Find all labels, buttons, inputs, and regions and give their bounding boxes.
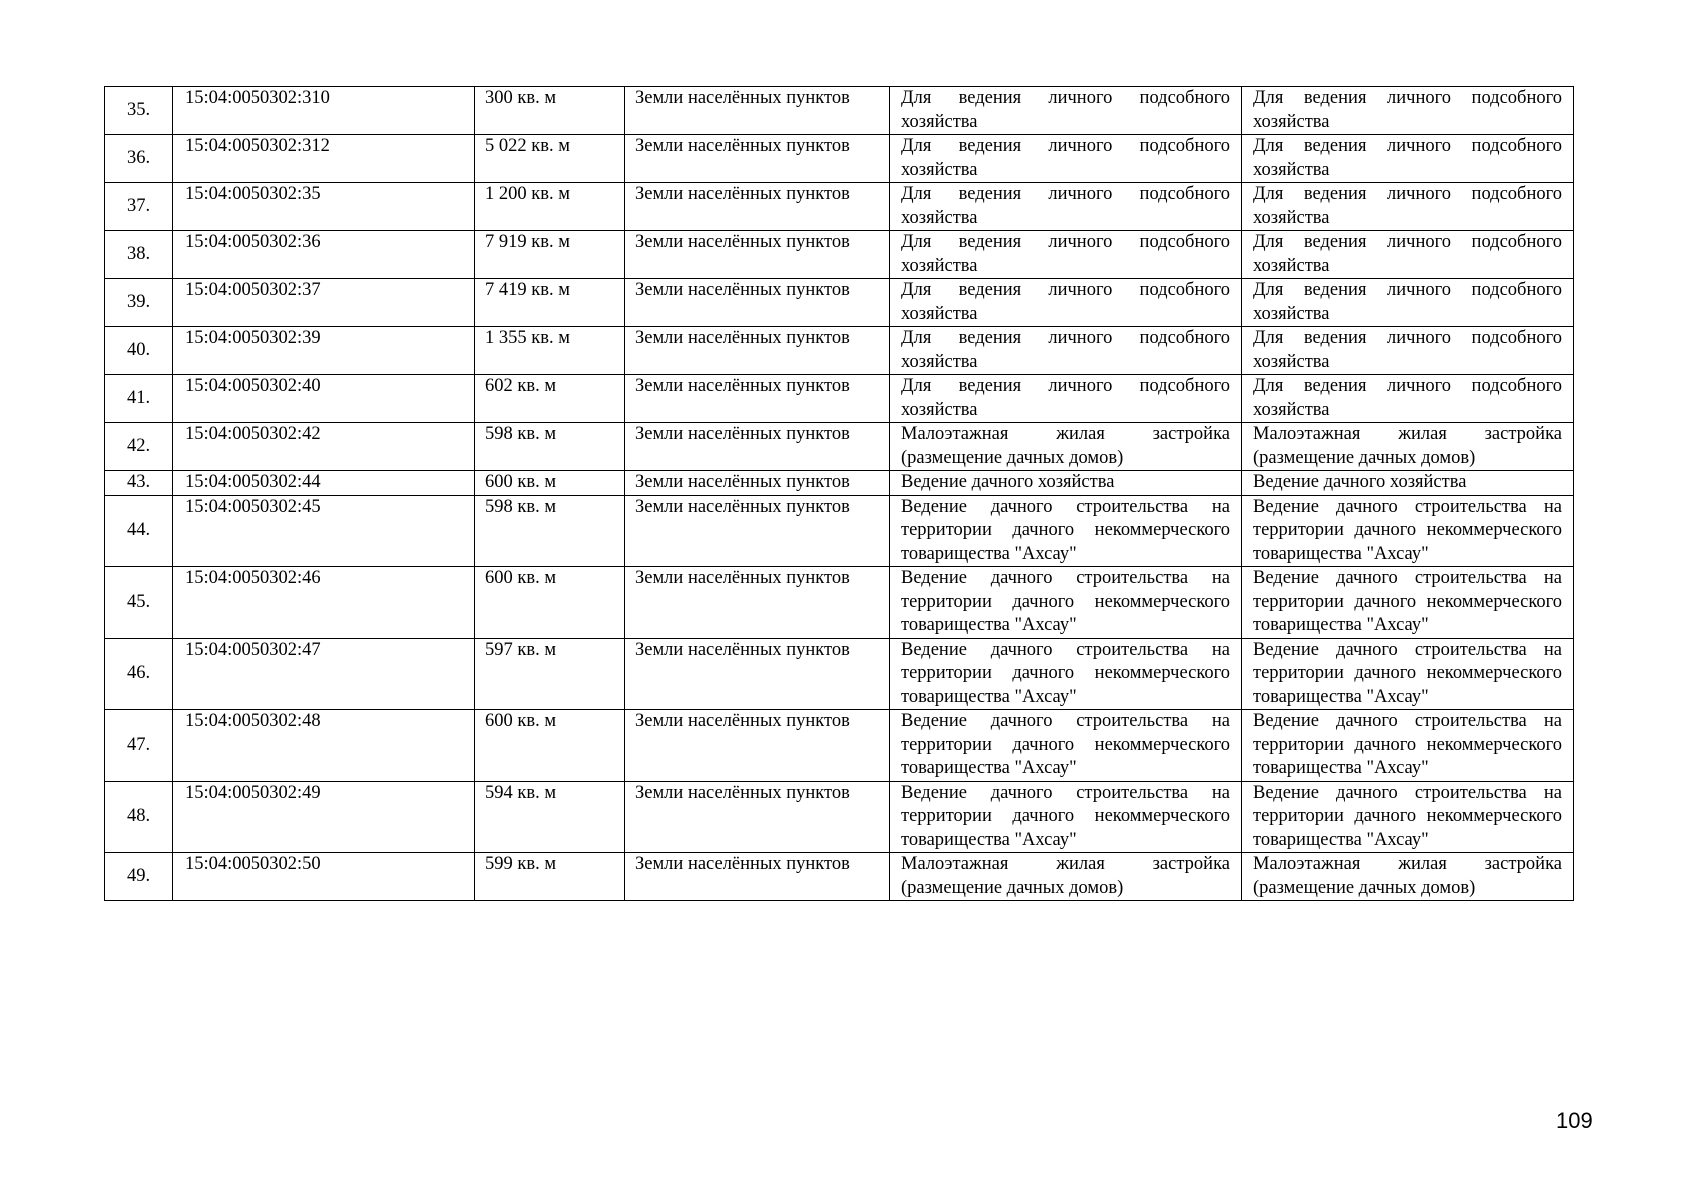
table-row	[105, 327, 1574, 375]
cadastral-number-cell: 15:04:0050302:47	[173, 638, 475, 710]
land-category-cell: Земли населённых пунктов	[625, 87, 890, 135]
land-category-cell: Земли населённых пунктов	[625, 853, 890, 901]
row-number-cell: 40.	[105, 327, 173, 375]
land-category-cell: Земли населённых пунктов	[625, 567, 890, 639]
permitted-use-secondary-cell: Для ведения личного подсобного хозяйства	[1242, 87, 1574, 135]
plot-area-cell: 598 кв. м	[475, 423, 625, 471]
land-plots-table	[104, 86, 1574, 901]
permitted-use-secondary-cell: Ведение дачного строительства на территории дачного некоммерческого товарищества "Ахсау"	[1242, 495, 1574, 567]
permitted-use-cell: Для ведения личного подсобного хозяйства	[890, 183, 1242, 231]
permitted-use-cell: Для ведения личного подсобного хозяйства	[890, 279, 1242, 327]
land-category-cell: Земли населённых пунктов	[625, 495, 890, 567]
cadastral-number-cell: 15:04:0050302:39	[173, 327, 475, 375]
permitted-use-cell: Ведение дачного строительства на территории дачного некоммерческого товарищества "Ахсау"	[890, 781, 1242, 853]
permitted-use-secondary-cell: Ведение дачного строительства на территории дачного некоммерческого товарищества "Ахсау"	[1242, 781, 1574, 853]
cadastral-number-cell: 15:04:0050302:49	[173, 781, 475, 853]
plot-area-cell: 600 кв. м	[475, 471, 625, 496]
cadastral-number-cell: 15:04:0050302:42	[173, 423, 475, 471]
permitted-use-cell: Для ведения личного подсобного хозяйства	[890, 327, 1242, 375]
permitted-use-cell: Ведение дачного строительства на территории дачного некоммерческого товарищества "Ахсау"	[890, 710, 1242, 782]
table-row	[105, 853, 1574, 901]
table-row	[105, 135, 1574, 183]
plot-area-cell: 602 кв. м	[475, 375, 625, 423]
row-number-cell: 39.	[105, 279, 173, 327]
row-number-cell: 35.	[105, 87, 173, 135]
permitted-use-cell: Ведение дачного строительства на территории дачного некоммерческого товарищества "Ахсау"	[890, 567, 1242, 639]
plot-area-cell: 7 419 кв. м	[475, 279, 625, 327]
table-row	[105, 87, 1574, 135]
plot-area-cell: 594 кв. м	[475, 781, 625, 853]
land-category-cell: Земли населённых пунктов	[625, 327, 890, 375]
permitted-use-cell: Для ведения личного подсобного хозяйства	[890, 231, 1242, 279]
plot-area-cell: 5 022 кв. м	[475, 135, 625, 183]
land-category-cell: Земли населённых пунктов	[625, 135, 890, 183]
land-category-cell: Земли населённых пунктов	[625, 279, 890, 327]
permitted-use-cell: Ведение дачного строительства на территории дачного некоммерческого товарищества "Ахсау"	[890, 638, 1242, 710]
permitted-use-cell: Ведение дачного хозяйства	[890, 471, 1242, 496]
table-row	[105, 495, 1574, 567]
cadastral-number-cell: 15:04:0050302:312	[173, 135, 475, 183]
row-number-cell: 48.	[105, 781, 173, 853]
cadastral-number-cell: 15:04:0050302:36	[173, 231, 475, 279]
row-number-cell: 42.	[105, 423, 173, 471]
permitted-use-secondary-cell: Ведение дачного строительства на территории дачного некоммерческого товарищества "Ахсау"	[1242, 710, 1574, 782]
permitted-use-cell: Для ведения личного подсобного хозяйства	[890, 135, 1242, 183]
cadastral-number-cell: 15:04:0050302:310	[173, 87, 475, 135]
table-row	[105, 781, 1574, 853]
row-number-cell: 49.	[105, 853, 173, 901]
permitted-use-secondary-cell: Ведение дачного хозяйства	[1242, 471, 1574, 496]
cadastral-number-cell: 15:04:0050302:50	[173, 853, 475, 901]
row-number-cell: 36.	[105, 135, 173, 183]
land-category-cell: Земли населённых пунктов	[625, 183, 890, 231]
row-number-cell: 37.	[105, 183, 173, 231]
land-category-cell: Земли населённых пунктов	[625, 231, 890, 279]
cadastral-number-cell: 15:04:0050302:46	[173, 567, 475, 639]
cadastral-number-cell: 15:04:0050302:37	[173, 279, 475, 327]
plot-area-cell: 1 355 кв. м	[475, 327, 625, 375]
table-row	[105, 567, 1574, 639]
land-category-cell: Земли населённых пунктов	[625, 638, 890, 710]
cadastral-number-cell: 15:04:0050302:48	[173, 710, 475, 782]
plot-area-cell: 600 кв. м	[475, 710, 625, 782]
permitted-use-cell: Ведение дачного строительства на территории дачного некоммерческого товарищества "Ахсау"	[890, 495, 1242, 567]
permitted-use-secondary-cell: Ведение дачного строительства на территории дачного некоммерческого товарищества "Ахсау"	[1242, 638, 1574, 710]
row-number-cell: 38.	[105, 231, 173, 279]
table-row	[105, 375, 1574, 423]
row-number-cell: 46.	[105, 638, 173, 710]
plot-area-cell: 598 кв. м	[475, 495, 625, 567]
land-category-cell: Земли населённых пунктов	[625, 781, 890, 853]
permitted-use-secondary-cell: Малоэтажная жилая застройка (размещение дачных домов)	[1242, 853, 1574, 901]
plot-area-cell: 597 кв. м	[475, 638, 625, 710]
permitted-use-secondary-cell: Ведение дачного строительства на территории дачного некоммерческого товарищества "Ахсау"	[1242, 567, 1574, 639]
land-category-cell: Земли населённых пунктов	[625, 710, 890, 782]
page-number: 109	[1556, 1108, 1593, 1133]
table-row	[105, 231, 1574, 279]
permitted-use-secondary-cell: Малоэтажная жилая застройка (размещение дачных домов)	[1242, 423, 1574, 471]
cadastral-number-cell: 15:04:0050302:45	[173, 495, 475, 567]
cadastral-number-cell: 15:04:0050302:44	[173, 471, 475, 496]
permitted-use-secondary-cell: Для ведения личного подсобного хозяйства	[1242, 327, 1574, 375]
table-row	[105, 423, 1574, 471]
permitted-use-secondary-cell: Для ведения личного подсобного хозяйства	[1242, 279, 1574, 327]
permitted-use-secondary-cell: Для ведения личного подсобного хозяйства	[1242, 375, 1574, 423]
plot-area-cell: 1 200 кв. м	[475, 183, 625, 231]
table-body	[105, 87, 1574, 901]
table-row	[105, 279, 1574, 327]
permitted-use-cell: Малоэтажная жилая застройка (размещение дачных домов)	[890, 423, 1242, 471]
land-category-cell: Земли населённых пунктов	[625, 375, 890, 423]
row-number-cell: 43.	[105, 471, 173, 496]
cadastral-number-cell: 15:04:0050302:40	[173, 375, 475, 423]
row-number-cell: 47.	[105, 710, 173, 782]
land-category-cell: Земли населённых пунктов	[625, 471, 890, 496]
permitted-use-cell: Малоэтажная жилая застройка (размещение дачных домов)	[890, 853, 1242, 901]
plot-area-cell: 599 кв. м	[475, 853, 625, 901]
cadastral-number-cell: 15:04:0050302:35	[173, 183, 475, 231]
plot-area-cell: 300 кв. м	[475, 87, 625, 135]
table-row	[105, 471, 1574, 496]
table-row	[105, 638, 1574, 710]
row-number-cell: 44.	[105, 495, 173, 567]
row-number-cell: 41.	[105, 375, 173, 423]
table-row	[105, 710, 1574, 782]
permitted-use-secondary-cell: Для ведения личного подсобного хозяйства	[1242, 135, 1574, 183]
land-category-cell: Земли населённых пунктов	[625, 423, 890, 471]
permitted-use-cell: Для ведения личного подсобного хозяйства	[890, 87, 1242, 135]
permitted-use-cell: Для ведения личного подсобного хозяйства	[890, 375, 1242, 423]
plot-area-cell: 600 кв. м	[475, 567, 625, 639]
table-row	[105, 183, 1574, 231]
row-number-cell: 45.	[105, 567, 173, 639]
plot-area-cell: 7 919 кв. м	[475, 231, 625, 279]
permitted-use-secondary-cell: Для ведения личного подсобного хозяйства	[1242, 183, 1574, 231]
permitted-use-secondary-cell: Для ведения личного подсобного хозяйства	[1242, 231, 1574, 279]
